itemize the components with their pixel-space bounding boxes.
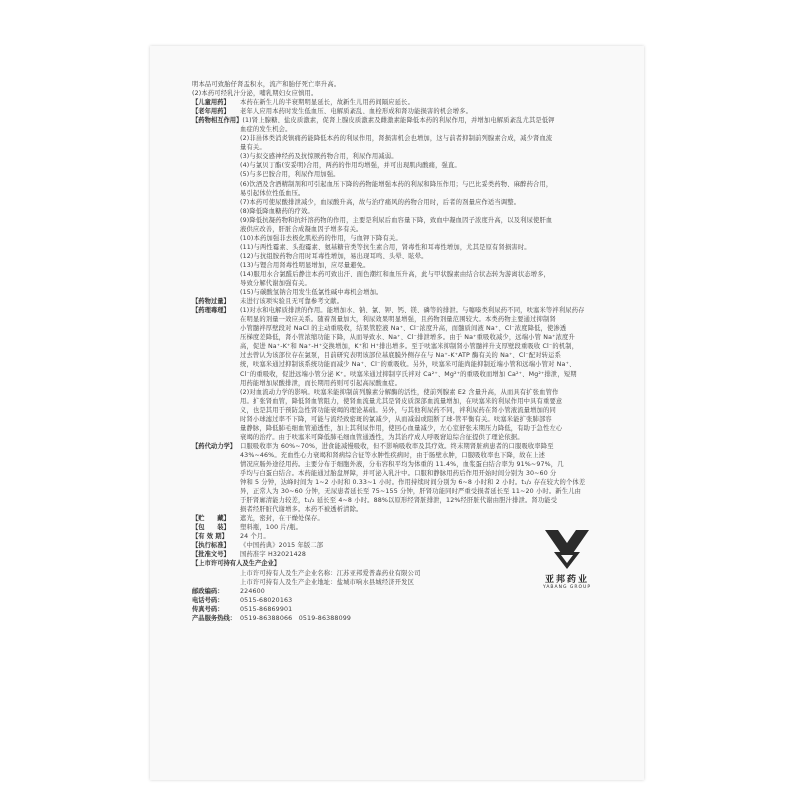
text-line [192, 351, 604, 360]
indent [192, 388, 240, 397]
section-text: (14)服用水合氯醛后静注本药可致出汗、面色潮红和血压升高，此与甲状腺素由结合状态转为游离状态增多， [240, 270, 551, 278]
indent [192, 279, 240, 288]
section-text: Cl⁻的重吸收，促进远端小管分泌 K⁺。呋塞米通过抑制亨氏袢对 Ca²⁺、Mg²⁺的重吸收而增加 Ca²⁺、Mg²⁺排泄，短期 [240, 370, 577, 378]
text-line [192, 379, 604, 388]
text-line [192, 360, 604, 369]
text-line [192, 496, 604, 505]
section-text: (2)非甾体类消炎镇痛药能降低本药的利尿作用，肾损害机会也增加，这与前者抑制前列腺素合成，减少肾血流 [240, 135, 553, 143]
indent [192, 261, 240, 270]
text-line [192, 415, 604, 424]
section-text: 义，也是其用于预防急性肾功能衰竭的理论基础。另外，与其他利尿药不同，袢利尿药在肾小管液流量增加的同 [240, 406, 556, 414]
section-label: 【有 效 期】 [192, 533, 228, 541]
section-text: 量静脉，降低肺毛细血管通透性，加上其利尿作用，使回心血量减少，左心室舒张末期压力降低，有助于急性左心 [240, 424, 563, 432]
section-text: 0515-68020163 [240, 596, 293, 604]
indent [192, 496, 240, 505]
indent [192, 216, 240, 225]
section-label: 【药物过量】 [192, 298, 230, 306]
section-text: 在明显的剂量一效应关系。随着剂量加大，利尿效果明显增强，且药物剂量范围较大。本类药物主要通过抑制肾 [240, 316, 556, 324]
text-line [192, 442, 604, 451]
section-label: 【上市许可持有人及生产企业】 [192, 560, 281, 568]
section-text: (9)降低抗凝药物和抗纤溶药物的作用，主要是利尿后血容量下降，致血中凝血因子浓度升高，以及利尿使肝血 [240, 216, 553, 224]
section-text: 损者经肝脏代谢增多。本药不被透析清除。 [240, 506, 363, 514]
text-line [192, 388, 604, 397]
section-text: 《中国药典》2015 年版二部 [240, 542, 324, 550]
text-line [192, 89, 604, 98]
text-line [192, 469, 604, 478]
text-line [192, 216, 604, 225]
section-text: (2)本药可经乳汁分泌，哺乳期妇女应慎用。 [192, 90, 318, 98]
section-text: 224600 [240, 587, 265, 595]
indent [192, 460, 240, 469]
indent [192, 451, 240, 460]
section-label: 【药代动力学】 [192, 442, 237, 450]
section-text: 国药准字 H32021428 [240, 551, 307, 559]
section-text: (11)与两性霉素、头孢霉素、氨基糖苷类等抗生素合用，肾毒性和耳毒性增加，尤其是原有肾损害时。 [240, 243, 531, 251]
section-text: 0519-86388066 0519-86388099 [240, 614, 352, 622]
text-line [192, 207, 604, 216]
text-line [192, 152, 604, 161]
section-text: 24 个月。 [240, 533, 270, 541]
section-text: (4)与氯贝丁酯(安妥明)合用，两药的作用均增强，并可出现肌肉酸痛，强直。 [240, 162, 461, 170]
section-text: 老年人应用本药时发生低血压、电解质紊乱、血栓形成和肾功能损害的机会增多。 [240, 108, 473, 116]
indent [192, 324, 240, 333]
indent [192, 406, 240, 415]
indent [192, 360, 240, 369]
section-text: 上市许可持有人及生产企业地址：盐城市响水县城经济开发区 [240, 578, 415, 586]
indent [192, 415, 240, 424]
section-text: (12)与抗组胺药物合用时耳毒性增加，易出现耳鸣、头晕、眩晕。 [240, 252, 428, 260]
company-name-en: YABANG GROUP [542, 585, 592, 590]
indent [192, 198, 240, 207]
section-text: 压梯度差降低，肾小管浓缩功能下降，从而导致水、Na⁺、Cl⁻排泄增多。由于 Na⁺重吸收减少，远端小管 Na⁺浓度升 [240, 334, 575, 342]
section-label: 【儿童用药】 [192, 99, 230, 107]
indent [192, 578, 240, 587]
section-label: 【药物相互作用】 [192, 117, 243, 125]
section-text: 明本品可致胎仔肾盂积水，流产和胎仔死亡率升高。 [192, 81, 341, 88]
indent [192, 342, 240, 351]
section-text: (6)饮酒及含酒精制剂和可引起血压下降的药物能增强本药的利尿和降压作用；与巴比妥类药物、麻醉药合用， [240, 180, 553, 188]
section-text: (15)与碳酸氢钠合用发生低氯性碱中毒机会增加。 [240, 289, 383, 297]
section-text: (10)本药加强非去极化肌松药的作用，与血钾下降有关。 [240, 234, 402, 242]
indent [192, 424, 240, 433]
indent [192, 288, 240, 297]
indent [192, 433, 240, 442]
indent [192, 225, 240, 234]
text-line [192, 198, 604, 207]
section-text: 上市许可持有人及生产企业名称：江苏亚邦爱普森药业有限公司 [240, 569, 421, 577]
text-line [192, 605, 604, 614]
text-line [192, 297, 604, 306]
section-text: 导致分解代谢加强有关。 [240, 280, 311, 288]
text-line [192, 180, 604, 189]
text-line [192, 460, 604, 469]
text-line [192, 279, 604, 288]
section-text: (3)与拟交感神经药及抗惊厥药物合用，利尿作用减弱。 [240, 153, 398, 161]
indent [192, 351, 240, 360]
indent [192, 189, 240, 198]
indent [192, 478, 240, 487]
indent [192, 379, 240, 388]
indent [192, 252, 240, 261]
indent [192, 180, 240, 189]
indent [192, 152, 240, 161]
text-line [192, 451, 604, 460]
section-text: 于肝肾廓清能力较差，t₁/₂ 延长至 4~8 小时。88%以原形经肾脏排泄，12%经肝脏代谢由胆汁排泄。肾功能受 [240, 497, 558, 505]
section-text: 易引起体位性低血压。 [240, 189, 305, 197]
indent [192, 333, 240, 342]
section-text: 钟和 5 分钟，达峰时间为 1~2 小时和 0.33~1 小时。作用持续时间分别为 6~8 小时和 2 小时。t₁/₂ 存在较大的个体差 [240, 479, 586, 487]
text-line [192, 143, 604, 152]
section-text: 用药能增加尿酸排泄，而长期用药则可引起高尿酸血症。 [240, 379, 402, 387]
section-text: 本药在新生儿的半衰期明显延长，故新生儿用药间隔应延长。 [240, 99, 415, 107]
text-line [192, 306, 604, 315]
section-label: 【批准文号】 [192, 551, 230, 559]
text-line [192, 234, 604, 243]
section-text: 用。扩张肾血管，降低肾血管阻力，使肾血流量尤其是肾皮质深部血流量增加，在呋塞米的利尿作用中具有重要意 [240, 397, 563, 405]
section-text: 43%~46%。充血性心力衰竭和肾病综合征等水肿性疾病时，由于肠壁水肿，口服吸收率也下降，故在上述 [240, 451, 546, 459]
text-line [192, 514, 604, 523]
section-text: 衰竭的治疗。由于呋塞米可降低肺毛细血管通透性，为其治疗成人呼吸窘迫综合征提供了理论依据。 [240, 433, 524, 441]
section-text: 过去曾认为该部位存在氯泵，目前研究表明该部位基底膜外侧存在与 Na⁺-K⁺ATP 酶有关的 Na⁺、Cl⁻配对转运系 [240, 352, 562, 360]
text-line [192, 225, 604, 234]
section-text: 时肾小球滤过率不下降，可能与流经致密斑的氯减少，从而减弱或阻断了球-管平衡有关。呋塞米能扩张肺部容 [240, 415, 552, 423]
section-text: 塑料瓶，100 片/瓶。 [240, 524, 303, 532]
section-text: (1)对水和电解质排泄的作用。能增加水、钠、氯、钾、钙、镁、磷等的排泄。与噻嗪类利尿药不同，呋塞米等袢利尿药存 [240, 307, 585, 315]
section-label: 【执行标准】 [192, 542, 230, 550]
text-line [192, 370, 604, 379]
section-text: 液供应改善，肝脏合成凝血因子增多有关。 [240, 225, 363, 233]
text-line [192, 116, 604, 125]
section-text: (1)肾上腺糖、盐皮质激素，促肾上腺皮质激素及雌激素能降低本药的利尿作用，并增加电解质紊乱尤其是低钾 [242, 117, 555, 125]
indent [192, 125, 240, 134]
section-label: 【药理毒理】 [192, 307, 230, 315]
section-label: 传真号码： [192, 605, 224, 613]
indent [192, 505, 240, 514]
text-line [192, 161, 604, 170]
indent [192, 170, 240, 179]
yabang-logo-icon [544, 526, 590, 570]
section-text: (13)与锂合用肾毒性明显增加，应尽量避免。 [240, 261, 370, 269]
section-text: 统，呋塞米通过抑制该系统功能而减少 Na⁺、Cl⁻的重吸收。另外，呋塞米可能尚能抑制近端小管和远端小管对 Na⁺、 [240, 361, 576, 369]
section-text: 遮光，密封，在干燥处保存。 [240, 515, 324, 523]
section-text: (8)降低降血糖药的疗效。 [240, 207, 314, 215]
indent [192, 243, 240, 252]
section-text: 乎均与白蛋白结合。本药能通过胎盘屏障，并可泌入乳汁中。口服和静脉用药后作用开始时间分别为 30~60 分 [240, 470, 557, 478]
indent [192, 569, 240, 578]
indent [192, 270, 240, 279]
section-text: (2)对血流动力学的影响。呋塞米能抑制前列腺素分解酶的活性，使前列腺素 E2 含量升高，从而具有扩张血管作 [240, 388, 559, 396]
text-line [192, 505, 604, 514]
indent [192, 207, 240, 216]
section-text: 量有关。 [240, 144, 266, 152]
company-logo [522, 526, 612, 600]
text-line [192, 288, 604, 297]
text-line [192, 324, 604, 333]
text-line [192, 424, 604, 433]
text-line [192, 487, 604, 496]
text-line [192, 134, 604, 143]
indent [192, 234, 240, 243]
text-line [192, 125, 604, 134]
indent [192, 469, 240, 478]
section-text: 情况应肠外途径用药。主要分布于细胞外液，分布容积平均为体重的 11.4%，血浆蛋白结合率为 91%~97%，几 [240, 460, 564, 468]
text-line [192, 80, 604, 89]
section-text: 0515-86869901 [240, 605, 293, 613]
text-line [192, 478, 604, 487]
section-label: 【老年用药】 [192, 108, 230, 116]
text-line [192, 170, 604, 179]
section-text: 高，促进 Na⁺-K⁺和 Na⁺-H⁺交换增加，K⁺和 H⁺排出增多。至于呋塞米抑制肾小管髓袢升支厚壁段重吸收 Cl⁻的机制， [240, 343, 579, 351]
text-line [192, 252, 604, 261]
text-line [192, 406, 604, 415]
indent [192, 143, 240, 152]
section-text: 异，正常人为 30~60 分钟，无尿患者延长至 75~155 分钟，肝肾功能同时严重受损者延长至 11~20 小时。新生儿由 [240, 488, 582, 496]
indent [192, 487, 240, 496]
text-line [192, 270, 604, 279]
text-line [192, 342, 604, 351]
text-line [192, 315, 604, 324]
text-line [192, 107, 604, 116]
text-line [192, 261, 604, 270]
indent [192, 161, 240, 170]
section-text: 血症的发生机会。 [240, 126, 292, 134]
section-label: 【贮 藏】 [192, 515, 230, 523]
section-text: (7)本药可使尿酸排泄减少，血尿酸升高，故与治疗痛风的药物合用时，后者的剂量应作适当调整。 [240, 198, 521, 206]
text-line [192, 189, 604, 198]
section-label: 产品服务热线： [192, 614, 237, 622]
indent [192, 397, 240, 406]
indent [192, 315, 240, 324]
text-line [192, 98, 604, 107]
section-label: 电话号码： [192, 596, 224, 604]
section-label: 【包 装】 [192, 524, 230, 532]
indent [192, 134, 240, 143]
indent [192, 370, 240, 379]
text-line [192, 243, 604, 252]
section-label: 邮政编码： [192, 587, 224, 595]
section-text: (5)与多巴胺合用，利尿作用加强。 [240, 171, 340, 179]
section-text: 口服吸收率为 60%~70%，进食能减慢吸收，但不影响吸收率及其疗效。终末期肾脏病患者的口服吸收率降至 [240, 442, 554, 450]
text-line [192, 397, 604, 406]
text-line [192, 614, 604, 623]
section-text: 小管髓袢厚壁段对 NaCl 的主动重吸收，结果管腔液 Na⁺、Cl⁻浓度升高，而髓质间液 Na⁺、Cl⁻浓度降低，使渗透 [240, 325, 567, 333]
text-line [192, 433, 604, 442]
company-name-cn: 亚邦药业 [544, 575, 589, 585]
document-page [150, 46, 644, 780]
text-line [192, 333, 604, 342]
section-text: 未进行该项实验且无可靠参考文献。 [240, 298, 344, 306]
